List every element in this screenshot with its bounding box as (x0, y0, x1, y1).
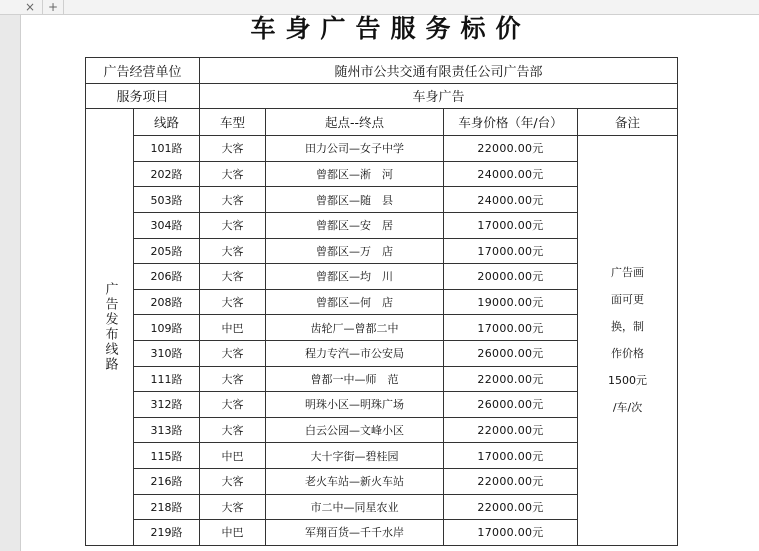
route-cell: 216路 (134, 468, 200, 494)
left-label: 广告发布线路 (102, 281, 118, 372)
remarks-line: 换，制 (611, 320, 645, 334)
vehicle-type-cell: 大客 (200, 468, 266, 494)
price-cell: 22000.00元 (444, 136, 578, 162)
vehicle-type-cell: 中巴 (200, 315, 266, 341)
route-cell: 101路 (134, 136, 200, 162)
vehicle-type-cell: 大客 (200, 366, 266, 392)
left-label-cell (86, 109, 134, 546)
vehicle-type-cell: 大客 (200, 417, 266, 443)
route-cell: 109路 (134, 315, 200, 341)
price-cell: 17000.00元 (444, 238, 578, 264)
route-span-cell: 市二中—同星农业 (266, 494, 444, 520)
route-cell: 202路 (134, 161, 200, 187)
price-cell: 26000.00元 (444, 392, 578, 418)
remarks-line: 作价格 (611, 347, 645, 361)
remarks-cell (578, 136, 678, 546)
vehicle-type-cell: 大客 (200, 136, 266, 162)
route-cell: 218路 (134, 494, 200, 520)
route-span-cell: 曾都区—均 川 (266, 264, 444, 290)
close-tab-icon[interactable]: × (24, 0, 36, 14)
column-header: 线路 (134, 109, 200, 136)
route-span-cell: 程力专汽—市公安局 (266, 340, 444, 366)
route-span-cell: 曾都区—安 居 (266, 212, 444, 238)
remarks-line: /车/次 (612, 401, 643, 415)
route-span-cell: 曾都区—何 店 (266, 289, 444, 315)
price-cell: 17000.00元 (444, 315, 578, 341)
price-cell: 26000.00元 (444, 340, 578, 366)
column-header: 车身价格（年/台） (444, 109, 578, 136)
price-cell: 20000.00元 (444, 264, 578, 290)
price-table (85, 57, 678, 546)
price-cell: 22000.00元 (444, 468, 578, 494)
table-row (86, 136, 678, 162)
vehicle-type-cell: 大客 (200, 187, 266, 213)
route-span-cell: 田力公司—女子中学 (266, 136, 444, 162)
route-cell: 208路 (134, 289, 200, 315)
price-cell: 22000.00元 (444, 494, 578, 520)
route-span-cell: 白云公园—文峰小区 (266, 417, 444, 443)
price-cell: 24000.00元 (444, 161, 578, 187)
column-header: 车型 (200, 109, 266, 136)
price-cell: 17000.00元 (444, 520, 578, 546)
price-cell: 19000.00元 (444, 289, 578, 315)
vehicle-type-cell: 大客 (200, 238, 266, 264)
vehicle-type-cell: 大客 (200, 264, 266, 290)
header-label: 广告经营单位 (86, 58, 200, 84)
route-cell: 111路 (134, 366, 200, 392)
vehicle-type-cell: 中巴 (200, 443, 266, 469)
vehicle-type-cell: 大客 (200, 289, 266, 315)
vehicle-type-cell: 大客 (200, 161, 266, 187)
document-title: 车身广告服务标价 (250, 14, 531, 43)
route-span-cell: 曾都区—淅 河 (266, 161, 444, 187)
vehicle-type-cell: 大客 (200, 494, 266, 520)
price-cell: 17000.00元 (444, 212, 578, 238)
route-cell: 219路 (134, 520, 200, 546)
route-cell: 115路 (134, 443, 200, 469)
route-span-cell: 老火车站—新火车站 (266, 468, 444, 494)
vehicle-type-cell: 大客 (200, 392, 266, 418)
price-cell: 17000.00元 (444, 443, 578, 469)
route-span-cell: 曾都区—随 县 (266, 187, 444, 213)
header-value: 车身广告 (200, 83, 678, 109)
remarks-line: 面可更 (611, 293, 645, 307)
column-header: 备注 (578, 109, 678, 136)
vehicle-type-cell: 中巴 (200, 520, 266, 546)
route-cell: 304路 (134, 212, 200, 238)
vehicle-type-cell: 大客 (200, 340, 266, 366)
new-tab-button[interactable]: + (42, 0, 64, 14)
price-cell: 24000.00元 (444, 187, 578, 213)
route-cell: 205路 (134, 238, 200, 264)
route-span-cell: 齿轮厂—曾都二中 (266, 315, 444, 341)
route-cell: 312路 (134, 392, 200, 418)
route-span-cell: 曾都一中—师 范 (266, 366, 444, 392)
route-span-cell: 曾都区—万 店 (266, 238, 444, 264)
header-row-operator (86, 58, 678, 84)
route-cell: 206路 (134, 264, 200, 290)
column-header-row (86, 109, 678, 136)
price-cell: 22000.00元 (444, 366, 578, 392)
route-cell: 310路 (134, 340, 200, 366)
remarks-line: 广告画 (611, 266, 645, 280)
price-cell: 22000.00元 (444, 417, 578, 443)
vehicle-type-cell: 大客 (200, 212, 266, 238)
route-span-cell: 军翔百货—千千水岸 (266, 520, 444, 546)
header-label: 服务项目 (86, 83, 200, 109)
route-cell: 313路 (134, 417, 200, 443)
route-span-cell: 大十字街—碧桂园 (266, 443, 444, 469)
route-span-cell: 明珠小区—明珠广场 (266, 392, 444, 418)
route-cell: 503路 (134, 187, 200, 213)
remarks-line: 1500元 (608, 374, 648, 388)
column-header: 起点--终点 (266, 109, 444, 136)
header-row-service (86, 83, 678, 109)
document-page (20, 15, 759, 551)
header-value: 随州市公共交通有限责任公司广告部 (200, 58, 678, 84)
